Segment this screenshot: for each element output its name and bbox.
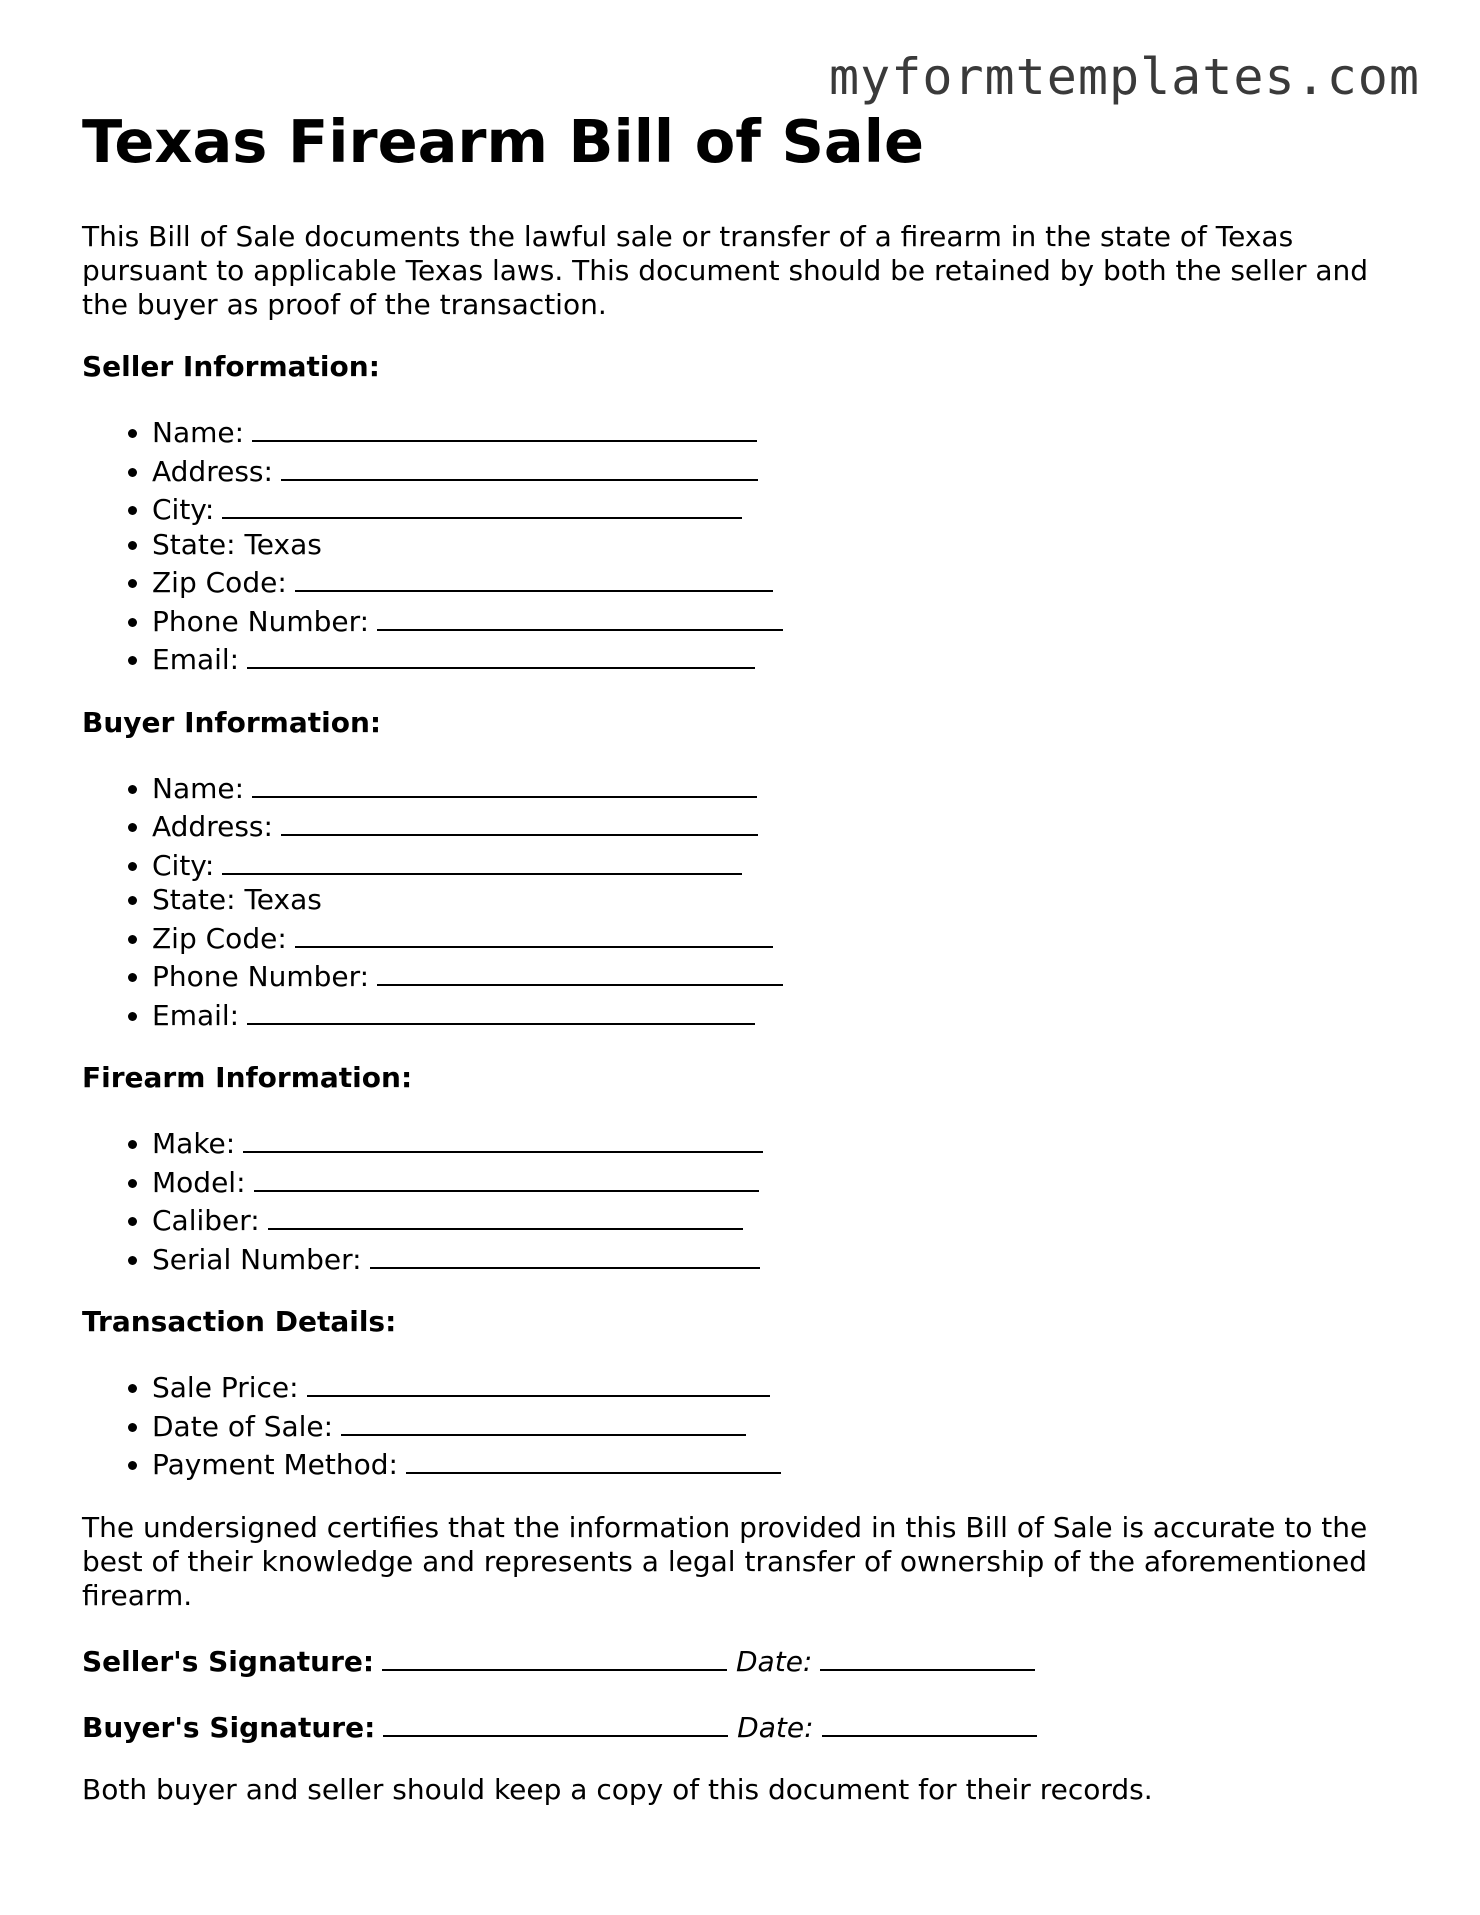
buyer-date-label: Date:	[737, 1710, 814, 1744]
firearm-make-blank[interactable]	[243, 1123, 763, 1153]
certification-paragraph: The undersigned certifies that the information provided in this Bill of Sale is accurate to the best of their knowledge and represents a legal transfer of ownership of the aforementioned firearm.	[82, 1510, 1368, 1612]
seller-date-label: Date:	[736, 1644, 813, 1678]
transaction-field-list	[82, 1367, 1402, 1483]
payment-method-field: • Payment Method:	[152, 1444, 1402, 1483]
buyer-zip-blank[interactable]	[295, 918, 773, 948]
buyer-signature-line	[82, 1707, 1402, 1745]
seller-name-field: • Name:	[152, 412, 1402, 451]
buyer-zip-field: • Zip Code:	[152, 918, 1402, 957]
watermark: myformtemplates.com	[829, 48, 1420, 106]
buyer-signature-blank[interactable]	[383, 1707, 728, 1737]
firearm-serial-field: • Serial Number:	[152, 1239, 1402, 1278]
buyer-email-field: • Email:	[152, 995, 1402, 1034]
buyer-date-blank[interactable]	[822, 1707, 1037, 1737]
seller-address-field: • Address:	[152, 451, 1402, 490]
sale-price-blank[interactable]	[307, 1367, 770, 1397]
buyer-address-field: • Address:	[152, 806, 1402, 845]
buyer-email-blank[interactable]	[247, 995, 755, 1025]
seller-city-blank[interactable]	[222, 489, 742, 519]
buyer-phone-blank[interactable]	[377, 956, 783, 986]
seller-phone-blank[interactable]	[377, 601, 783, 631]
buyer-city-blank[interactable]	[222, 845, 742, 875]
buyer-city-field: • City:	[152, 845, 1402, 884]
seller-signature-line	[82, 1641, 1402, 1679]
firearm-model-blank[interactable]	[254, 1162, 759, 1192]
seller-city-field: • City:	[152, 489, 1402, 528]
seller-state-field: • State: Texas	[152, 528, 1402, 563]
buyer-heading: Buyer Information:	[82, 705, 382, 739]
seller-email-field: • Email:	[152, 639, 1402, 678]
seller-name-blank[interactable]	[252, 412, 757, 442]
sale-price-field: • Sale Price:	[152, 1367, 1402, 1406]
seller-field-list	[82, 412, 1402, 678]
buyer-address-blank[interactable]	[281, 806, 758, 836]
seller-heading: Seller Information:	[82, 350, 380, 383]
date-of-sale-blank[interactable]	[341, 1406, 746, 1436]
buyer-state-field: • State: Texas	[152, 883, 1402, 918]
buyer-phone-field: • Phone Number:	[152, 956, 1402, 995]
firearm-caliber-blank[interactable]	[268, 1200, 743, 1230]
document-page	[82, 102, 1402, 1807]
firearm-caliber-field: • Caliber:	[152, 1200, 1402, 1239]
firearm-heading: Firearm Information:	[82, 1061, 413, 1094]
seller-address-blank[interactable]	[281, 451, 758, 481]
seller-date-blank[interactable]	[820, 1641, 1035, 1671]
date-of-sale-field: • Date of Sale:	[152, 1406, 1402, 1445]
firearm-make-field: • Make:	[152, 1123, 1402, 1162]
seller-phone-field: • Phone Number:	[152, 601, 1402, 640]
firearm-field-list	[82, 1123, 1402, 1277]
footer-note: Both buyer and seller should keep a copy of this document for their records.	[82, 1772, 1153, 1806]
buyer-name-blank[interactable]	[252, 768, 757, 798]
seller-signature-blank[interactable]	[382, 1641, 727, 1671]
buyer-field-list	[82, 768, 1402, 1034]
transaction-heading: Transaction Details:	[82, 1305, 397, 1338]
payment-method-blank[interactable]	[406, 1444, 781, 1474]
firearm-model-field: • Model:	[152, 1162, 1402, 1201]
seller-zip-field: • Zip Code:	[152, 562, 1402, 601]
buyer-name-field: • Name:	[152, 768, 1402, 807]
seller-signature-label: Seller's Signature:	[82, 1644, 375, 1678]
firearm-serial-blank[interactable]	[370, 1239, 760, 1269]
seller-email-blank[interactable]	[247, 639, 755, 669]
intro-paragraph: This Bill of Sale documents the lawful sale or transfer of a firearm in the state of Texas pursuant to applicable Texas laws. This document should be retained by both the seller and the buyer as proof of the transaction.	[82, 220, 1369, 321]
buyer-signature-label: Buyer's Signature:	[82, 1710, 376, 1744]
seller-zip-blank[interactable]	[295, 562, 773, 592]
page-title: Texas Firearm Bill of Sale	[82, 107, 924, 176]
